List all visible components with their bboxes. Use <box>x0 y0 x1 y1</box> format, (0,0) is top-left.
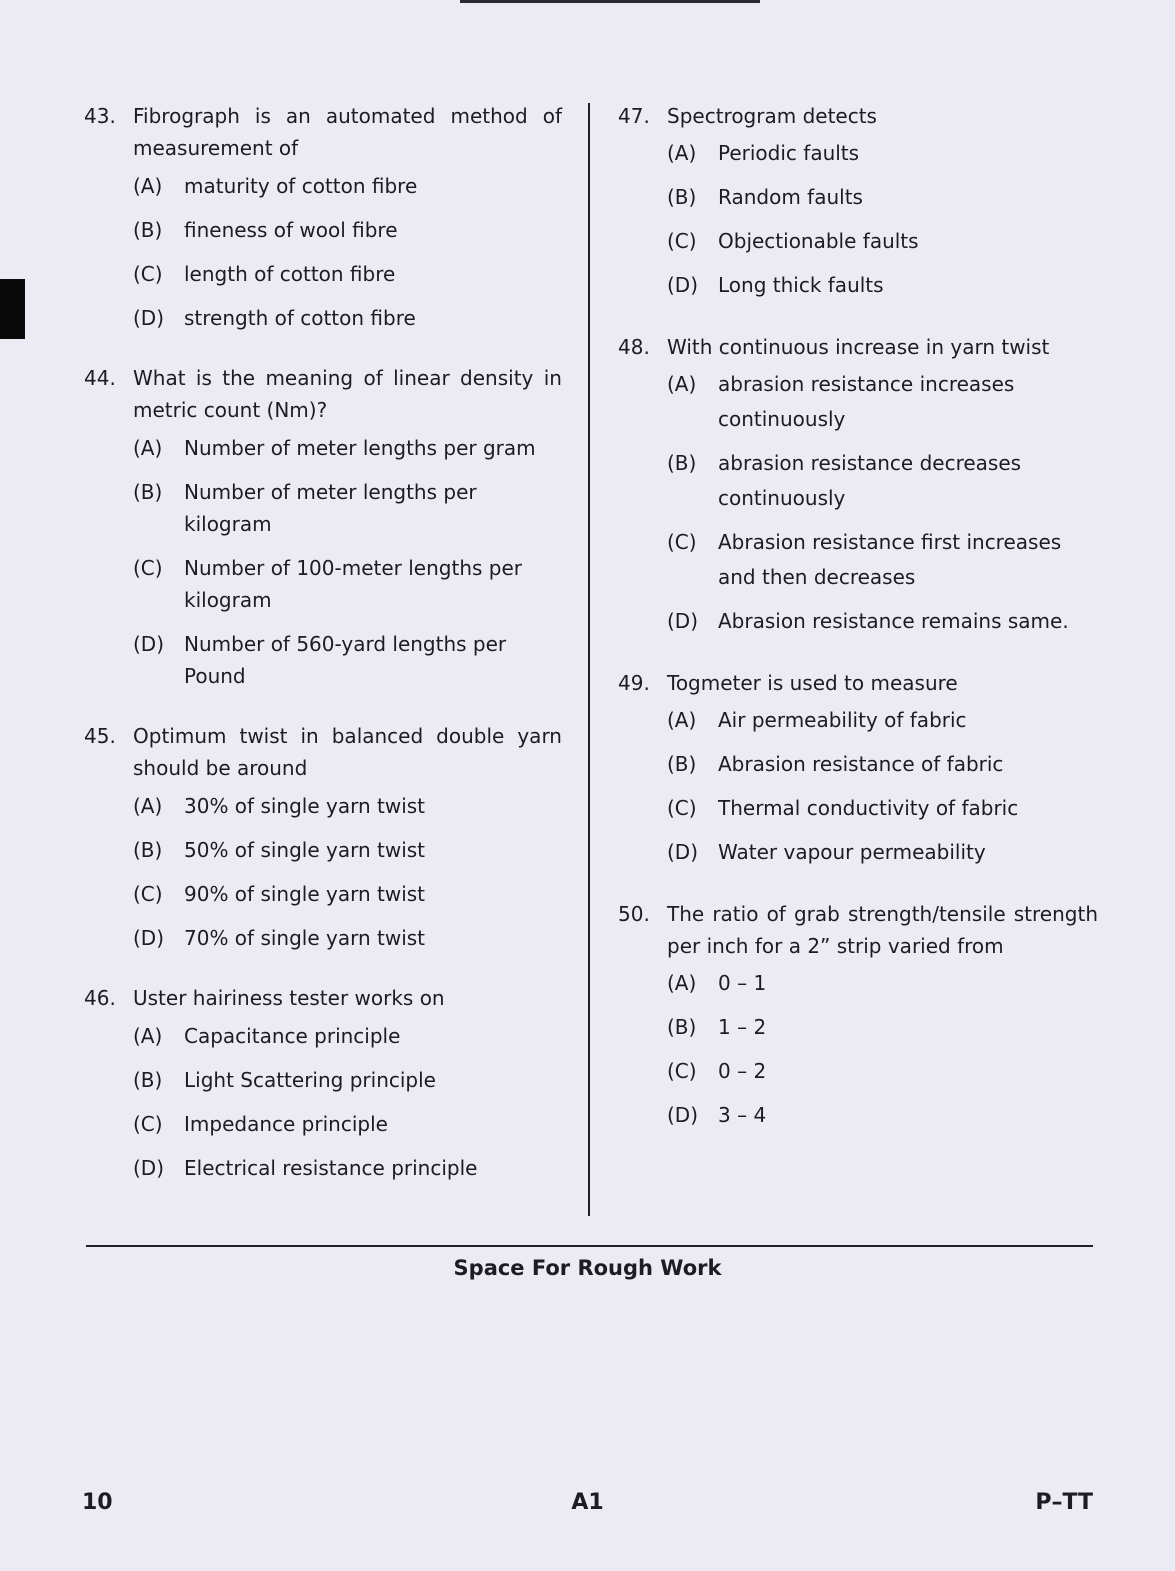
question-number: 44. <box>84 366 116 390</box>
question-stem <box>84 720 562 784</box>
option-text: 90% of single yarn twist <box>184 882 426 906</box>
right-question-column <box>618 100 1098 1161</box>
option-d <box>133 922 562 954</box>
question-47 <box>618 100 1098 303</box>
option-c <box>667 224 1098 259</box>
option-text: 30% of single yarn twist <box>184 794 426 818</box>
option-key: (B) <box>133 480 163 504</box>
option-d <box>667 1098 1098 1133</box>
option-key: (B) <box>667 451 697 475</box>
option-b <box>667 747 1098 782</box>
option-key: (A) <box>667 708 697 732</box>
option-b <box>667 180 1098 215</box>
option-text: Impedance principle <box>184 1112 388 1136</box>
option-key: (D) <box>133 926 165 950</box>
option-text: Number of 560-yard lengths per Pound <box>184 632 507 688</box>
question-text: What is the meaning of linear density in metric count (Nm)? <box>133 366 562 422</box>
question-44 <box>84 362 562 692</box>
question-stem <box>618 667 1098 699</box>
option-c <box>667 525 1098 595</box>
option-list <box>133 432 562 692</box>
option-key: (D) <box>667 840 699 864</box>
option-c <box>133 552 562 616</box>
option-key: (C) <box>667 796 697 820</box>
question-number: 49. <box>618 671 650 695</box>
question-stem <box>618 331 1098 363</box>
option-key: (D) <box>133 306 165 330</box>
option-a <box>133 1020 562 1052</box>
option-a <box>133 790 562 822</box>
option-key: (A) <box>133 794 163 818</box>
option-text: Random faults <box>718 185 863 209</box>
option-b <box>133 834 562 866</box>
option-key: (A) <box>667 971 697 995</box>
option-key: (C) <box>667 1059 697 1083</box>
option-key: (A) <box>133 174 163 198</box>
option-b <box>667 446 1098 516</box>
paper-code: P–TT <box>1035 1490 1093 1515</box>
option-text: Abrasion resistance first increases and then decreases <box>718 530 1062 589</box>
option-key: (C) <box>133 1112 163 1136</box>
question-46 <box>84 982 562 1184</box>
option-text: Abrasion resistance of fabric <box>718 752 1004 776</box>
option-key: (D) <box>667 1103 699 1127</box>
option-list <box>667 367 1098 639</box>
question-text: Uster hairiness tester works on <box>133 986 445 1010</box>
option-key: (B) <box>133 838 163 862</box>
question-stem <box>84 362 562 426</box>
option-d <box>667 604 1098 639</box>
option-key: (A) <box>133 1024 163 1048</box>
option-key: (D) <box>667 273 699 297</box>
question-stem <box>84 982 562 1014</box>
option-d <box>667 268 1098 303</box>
question-43 <box>84 100 562 334</box>
option-text: 0 – 2 <box>718 1059 767 1083</box>
option-text: Abrasion resistance remains same. <box>718 609 1069 633</box>
option-text: maturity of cotton fibre <box>184 174 418 198</box>
option-d <box>133 302 562 334</box>
question-text: Togmeter is used to measure <box>667 671 958 695</box>
option-text: Periodic faults <box>718 141 860 165</box>
option-a <box>667 703 1098 738</box>
option-text: Number of meter lengths per kilogram <box>184 480 477 536</box>
question-stem <box>84 100 562 164</box>
option-text: 0 – 1 <box>718 971 767 995</box>
question-48 <box>618 331 1098 639</box>
option-list <box>133 1020 562 1184</box>
rough-work-rule <box>86 1245 1093 1247</box>
question-stem <box>618 898 1098 962</box>
option-c <box>667 1054 1098 1089</box>
option-text: Number of meter lengths per gram <box>184 436 536 460</box>
option-c <box>133 258 562 290</box>
option-key: (A) <box>133 436 163 460</box>
option-text: Capacitance principle <box>184 1024 401 1048</box>
option-text: length of cotton fibre <box>184 262 396 286</box>
option-key: (B) <box>667 752 697 776</box>
option-d <box>133 1152 562 1184</box>
option-text: Objectionable faults <box>718 229 919 253</box>
option-text: 70% of single yarn twist <box>184 926 426 950</box>
option-b <box>133 1064 562 1096</box>
question-text: Fibrograph is an automated method of measurement of <box>133 104 562 160</box>
option-a <box>133 432 562 464</box>
option-c <box>133 878 562 910</box>
option-d <box>667 835 1098 870</box>
question-50 <box>618 898 1098 1133</box>
option-a <box>667 136 1098 171</box>
option-key: (A) <box>667 141 697 165</box>
option-key: (B) <box>133 218 163 242</box>
page-number: 10 <box>82 1490 113 1515</box>
option-key: (C) <box>133 262 163 286</box>
option-text: Light Scattering principle <box>184 1068 436 1092</box>
option-text: 50% of single yarn twist <box>184 838 426 862</box>
question-number: 46. <box>84 986 116 1010</box>
option-key: (D) <box>133 632 165 656</box>
option-b <box>667 1010 1098 1045</box>
question-text: Optimum twist in balanced double yarn should be around <box>133 724 562 780</box>
option-key: (A) <box>667 372 697 396</box>
option-c <box>133 1108 562 1140</box>
rough-work-label: Space For Rough Work <box>453 1256 722 1280</box>
set-code: A1 <box>571 1490 604 1515</box>
option-b <box>133 476 562 540</box>
option-list <box>667 703 1098 870</box>
question-number: 48. <box>618 335 650 359</box>
option-list <box>667 966 1098 1133</box>
option-key: (C) <box>133 882 163 906</box>
option-key: (C) <box>667 229 697 253</box>
option-text: Electrical resistance principle <box>184 1156 478 1180</box>
option-b <box>133 214 562 246</box>
page-top-line <box>460 0 760 3</box>
option-text: Number of 100-meter lengths per kilogram <box>184 556 522 612</box>
page-edge-marker <box>0 279 25 339</box>
option-text: 1 – 2 <box>718 1015 767 1039</box>
option-text: Thermal conductivity of fabric <box>718 796 1019 820</box>
option-a <box>133 170 562 202</box>
option-key: (C) <box>133 556 163 580</box>
question-text: With continuous increase in yarn twist <box>667 335 1050 359</box>
option-key: (B) <box>667 1015 697 1039</box>
left-question-column <box>84 100 562 1212</box>
option-d <box>133 628 562 692</box>
question-number: 50. <box>618 902 650 926</box>
question-number: 45. <box>84 724 116 748</box>
option-key: (C) <box>667 530 697 554</box>
question-text: Spectrogram detects <box>667 104 877 128</box>
option-text: abrasion resistance increases continuously <box>718 372 1015 431</box>
option-text: 3 – 4 <box>718 1103 767 1127</box>
option-a <box>667 367 1098 437</box>
option-text: Air permeability of fabric <box>718 708 967 732</box>
option-list <box>133 790 562 954</box>
option-text: Water vapour permeability <box>718 840 986 864</box>
option-text: Long thick faults <box>718 273 884 297</box>
option-key: (B) <box>133 1068 163 1092</box>
question-stem <box>618 100 1098 132</box>
question-text: The ratio of grab strength/tensile strength per inch for a 2” strip varied from <box>667 902 1098 958</box>
question-45 <box>84 720 562 954</box>
option-text: strength of cotton fibre <box>184 306 416 330</box>
column-divider <box>588 103 590 1216</box>
option-text: fineness of wool fibre <box>184 218 398 242</box>
option-key: (D) <box>667 609 699 633</box>
question-49 <box>618 667 1098 870</box>
option-list <box>133 170 562 334</box>
option-c <box>667 791 1098 826</box>
question-number: 43. <box>84 104 116 128</box>
option-a <box>667 966 1098 1001</box>
option-list <box>667 136 1098 303</box>
option-text: abrasion resistance decreases continuously <box>718 451 1022 510</box>
question-number: 47. <box>618 104 650 128</box>
option-key: (D) <box>133 1156 165 1180</box>
option-key: (B) <box>667 185 697 209</box>
